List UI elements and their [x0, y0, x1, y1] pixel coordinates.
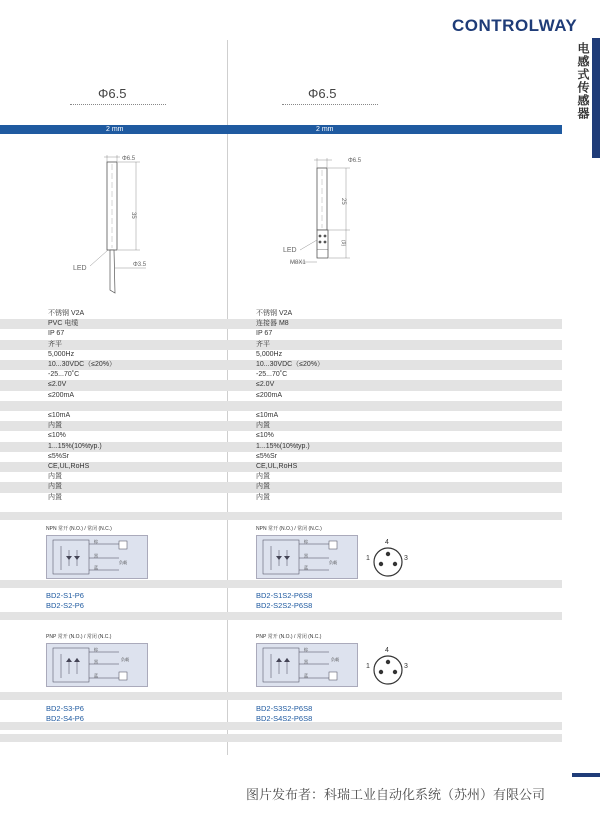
- col2-npn-wiring-diagram: [256, 535, 358, 579]
- col2-sensing-range: 2 mm: [316, 126, 334, 133]
- brand-logo: CONTROLWAY: [452, 16, 578, 35]
- col2-title-rule: [282, 104, 378, 105]
- svg-text:负载: 负载: [121, 657, 129, 662]
- col1-spec-value: 5,000Hz: [48, 350, 75, 358]
- spec-row: [0, 462, 562, 472]
- col2-pnp-part-1: BD2-S3S2-P6S8: [256, 704, 313, 713]
- col2-spec-value: ≤10%: [256, 432, 274, 440]
- col2-spec-value: 5,000Hz: [256, 350, 283, 358]
- col1-spec-value: 内置: [48, 422, 62, 430]
- spec-row: [0, 472, 562, 482]
- col1-npn-part-2: BD2-S2-P6: [46, 601, 84, 610]
- section-separator: [0, 734, 562, 742]
- section-tab-marker: [592, 38, 600, 158]
- col1-npn-label: NPN 常开 (N.O.) / 常闭 (N.C.): [46, 526, 112, 532]
- sensing-range-band: [0, 125, 562, 134]
- col1-spec-value: PVC 电缆: [48, 320, 79, 328]
- col1-spec-value: 10...30VDC（≤20%）: [48, 361, 117, 368]
- svg-text:4: 4: [385, 539, 389, 546]
- col2-spec-value: 内置: [256, 483, 270, 491]
- spec-row: [0, 482, 562, 492]
- col2-dimension-drawing: [270, 150, 390, 300]
- col1-pnp-part-2: BD2-S4-P6: [46, 714, 84, 723]
- section-separator: [0, 580, 562, 588]
- svg-text:棕: 棕: [94, 539, 98, 544]
- col1-spec-value: 内置: [48, 473, 62, 481]
- spec-row: [0, 411, 562, 421]
- col1-spec-value: 不锈钢 V2A: [48, 310, 85, 317]
- col1-spec-value: ≤5%Sr: [48, 452, 69, 460]
- svg-text:棕: 棕: [304, 647, 308, 652]
- col2-thread-label: M8X1: [290, 260, 306, 266]
- svg-text:蓝: 蓝: [304, 673, 308, 678]
- section-separator: [0, 512, 562, 520]
- col1-pnp-part-1: BD2-S3-P6: [46, 704, 84, 713]
- spec-row: [0, 421, 562, 431]
- col2-spec-value: ≤5%Sr: [256, 452, 277, 460]
- col1-led-label: LED: [73, 265, 87, 272]
- col2-npn-part-2: BD2-S2S2-P6S8: [256, 601, 313, 610]
- npn-connector-pinout: [366, 536, 412, 580]
- svg-text:蓝: 蓝: [94, 565, 98, 570]
- col2-pnp-part-2: BD2-S4S2-P6S8: [256, 714, 313, 723]
- svg-text:1: 1: [366, 555, 370, 562]
- svg-text:棕: 棕: [304, 539, 308, 544]
- col1-spec-value: CE,UL,RoHS: [48, 463, 90, 470]
- section-title: 电感式传感器: [576, 42, 590, 120]
- col2-pnp-label: PNP 常开 (N.O.) / 常闭 (N.C.): [256, 634, 322, 640]
- svg-text:黑: 黑: [304, 553, 308, 558]
- col2-spec-value: IP 67: [256, 330, 273, 338]
- col1-dim-top: Φ6.5: [122, 156, 136, 162]
- col1-dim-length: 35: [130, 212, 136, 219]
- spec-row: [0, 319, 562, 329]
- svg-text:1: 1: [366, 663, 370, 670]
- col2-spec-value: -25...70˚C: [256, 371, 288, 379]
- col2-spec-value: 不锈钢 V2A: [256, 310, 293, 317]
- svg-text:4: 4: [385, 647, 389, 654]
- spec-row: [0, 401, 562, 411]
- col2-dim-length: 25: [340, 198, 346, 205]
- svg-text:蓝: 蓝: [304, 565, 308, 570]
- col1-pnp-label: PNP 常开 (N.O.) / 常闭 (N.C.): [46, 634, 112, 640]
- col2-spec-value: 连接器 M8: [256, 320, 289, 328]
- col1-spec-value: 内置: [48, 483, 62, 491]
- spec-row: [0, 431, 562, 441]
- svg-text:黑: 黑: [94, 659, 98, 664]
- col1-sensing-range: 2 mm: [106, 126, 124, 133]
- section-separator: [0, 612, 562, 620]
- svg-text:3: 3: [404, 663, 408, 670]
- spec-row: [0, 309, 562, 319]
- col2-spec-value: ≤200mA: [256, 391, 283, 399]
- col2-spec-value: ≤2.0V: [256, 381, 275, 389]
- col1-spec-value: 内置: [48, 493, 62, 501]
- col2-spec-value: 内置: [256, 422, 270, 430]
- spec-row: [0, 380, 562, 390]
- col2-dim-side: (9): [340, 240, 346, 247]
- spec-row: [0, 391, 562, 401]
- svg-text:负载: 负载: [331, 657, 339, 662]
- col1-spec-value: 1...15%(10%typ.): [48, 442, 102, 450]
- svg-text:负载: 负载: [119, 560, 127, 565]
- col2-spec-value: 内置: [256, 473, 270, 481]
- svg-text:棕: 棕: [94, 647, 98, 652]
- col1-spec-value: ≤200mA: [48, 391, 75, 399]
- col2-npn-part-1: BD2-S1S2-P6S8: [256, 591, 313, 600]
- svg-text:蓝: 蓝: [94, 673, 98, 678]
- col2-diameter-title: Φ6.5: [308, 86, 337, 101]
- col2-spec-value: 内置: [256, 493, 270, 501]
- col2-spec-value: ≤10mA: [256, 412, 279, 419]
- col2-pnp-wiring-diagram: [256, 643, 358, 687]
- col1-spec-value: 齐平: [48, 340, 62, 348]
- footer-accent-bar: [572, 773, 600, 777]
- col2-spec-value: 1...15%(10%typ.): [256, 442, 310, 450]
- col1-title-rule: [70, 104, 166, 105]
- spec-row: [0, 340, 562, 350]
- col2-spec-value: 10...30VDC（≤20%）: [256, 361, 325, 368]
- section-separator: [0, 692, 562, 700]
- spec-row: [0, 452, 562, 462]
- col1-spec-value: ≤10%: [48, 432, 66, 440]
- spec-row: [0, 442, 562, 452]
- svg-text:3: 3: [404, 555, 408, 562]
- spec-row: [0, 350, 562, 360]
- publisher-watermark: 图片发布者：科瑞工业自动化系统（苏州）有限公司: [246, 788, 546, 803]
- col2-spec-value: 齐平: [256, 340, 270, 348]
- col1-npn-wiring-diagram: [46, 535, 148, 579]
- pnp-connector-pinout: [366, 644, 412, 688]
- col1-pnp-wiring-diagram: [46, 643, 148, 687]
- col2-spec-value: CE,UL,RoHS: [256, 463, 298, 470]
- spec-row: [0, 329, 562, 339]
- col2-npn-label: NPN 常开 (N.O.) / 常闭 (N.C.): [256, 526, 322, 532]
- col2-dim-top: Φ6.5: [348, 158, 362, 164]
- col1-spec-value: IP 67: [48, 330, 65, 338]
- svg-text:负载: 负载: [329, 560, 337, 565]
- col1-dimension-drawing: [60, 150, 180, 300]
- col1-spec-value: ≤2.0V: [48, 381, 67, 389]
- col2-led-label: LED: [283, 247, 297, 254]
- spec-row: [0, 493, 562, 503]
- col1-spec-value: -25...70˚C: [48, 371, 80, 379]
- spec-row: [0, 360, 562, 370]
- svg-text:黑: 黑: [94, 553, 98, 558]
- col1-spec-value: ≤10mA: [48, 412, 71, 419]
- col1-npn-part-1: BD2-S1-P6: [46, 591, 84, 600]
- col1-diameter-title: Φ6.5: [98, 86, 127, 101]
- spec-row: [0, 370, 562, 380]
- col1-dim-bottom: Φ3.5: [133, 262, 147, 268]
- svg-text:黑: 黑: [304, 659, 308, 664]
